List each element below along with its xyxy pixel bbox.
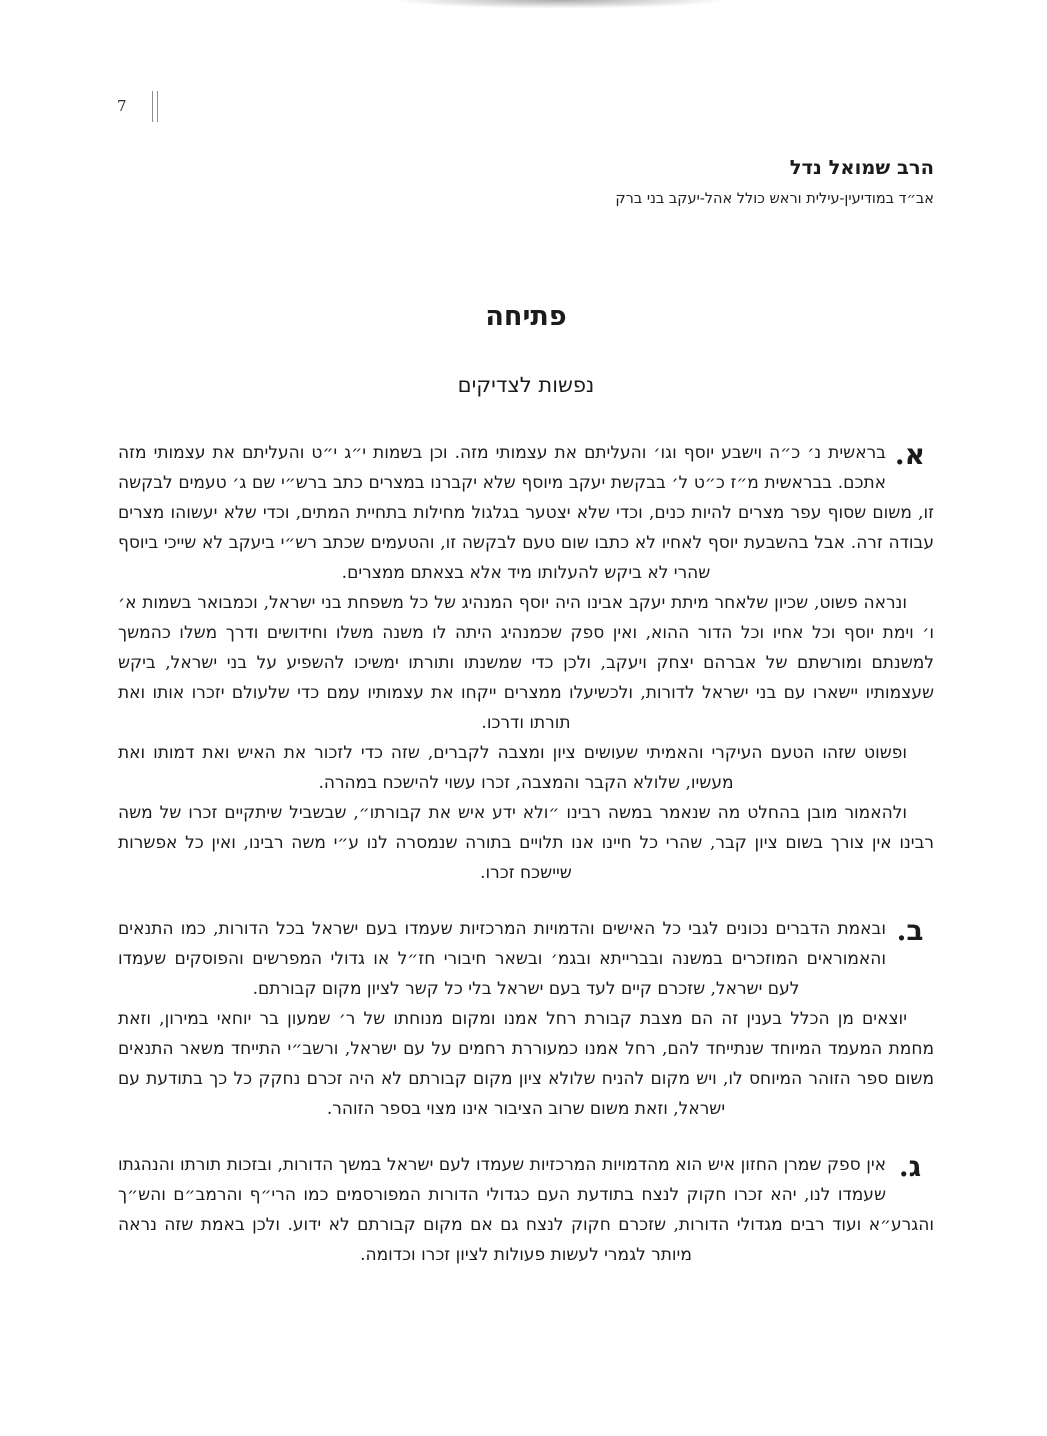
paragraph: ולהאמור מובן בהחלט מה שנאמר במשה רבינו ״ולא ידע איש את קבורתו״, שבשביל שיתקיים זכרו של משה רבינו אין צורך בשום ציון קבר, שהרי כל חיינו אנו תלויים בתורה שנמסרה לנו ע״י משה רבינו, ואין כל אפשרות שיישכח זכרו. — [118, 803, 934, 883]
paragraph — [118, 438, 934, 588]
margin-parallel-bars-mark — [152, 91, 158, 122]
author-title: אב״ד במודיעין-עילית וראש כולל אהל-יעקב בני ברק — [615, 191, 934, 207]
section-bet — [118, 914, 934, 1124]
section-marker-alef: א. — [894, 438, 926, 471]
paragraph-text: ובאמת הדברים נכונים לגבי כל האישים והדמויות המרכזיות שעמדו בעם ישראל בכל הדורות, כמו התנאים והאמוראים המוזכרים במשנה ובברייתא ובגמ׳ ובשאר חיבורי חז״ל או גדולי המפרשים והפוסקים שעמדו לעם ישראל, שזכרם קיים לעד בעם ישראל בלי כל קשר לציון מקום קבורתם. — [118, 919, 886, 999]
paragraph — [118, 1150, 934, 1270]
paragraph: ונראה פשוט, שכיון שלאחר מיתת יעקב אבינו היה יוסף המנהיג של כל משפחת בני ישראל, וכמבואר בשמות א׳ ו׳ וימת יוסף וכל אחיו וכל הדור ההוא, ואין ספק שכמנהיג היתה לו משנה משלו וחידושים ודרך משלו כהמשך למשנתם ומורשתם של אברהם יצחק ויעקב, ולכן כדי שמשנתו ותורתו ימשיכו להשפיע על בני ישראל, ביקש שעצמותיו יישארו עם בני ישראל לדורות, ולכשיעלו ממצרים ייקחו את עצמותיו עמם כדי שלעולם יזכרו אותו ואת תורתו ודרכו. — [118, 593, 934, 733]
page-title: פתיחה — [485, 301, 567, 332]
page-number: 7 — [117, 97, 127, 115]
author-name: הרב שמואל נדל — [789, 156, 934, 179]
author-block — [118, 156, 934, 209]
paragraph: ופשוט שזהו הטעם העיקרי והאמיתי שעושים ציון ומצבה לקברים, שזה כדי לזכור את האיש ואת דמותו ואת מעשיו, שלולא הקבר והמצבה, זכרו עשוי להישכח במהרה. — [118, 743, 907, 793]
paragraph — [118, 914, 934, 1004]
section-marker-gimel: ג. — [898, 1150, 922, 1183]
paragraph-text: בראשית נ׳ כ״ה וישבע יוסף וגו׳ והעליתם את עצמותי מזה. וכן בשמות י״ג י״ט והעליתם את עצמותי מזה אתכם. בבראשית מ״ז כ״ט ל׳ בבקשת יעקב מיוסף שלא יקברנו במצרים כתב ברש״י שם ג׳ טעמים לבקשה זו, משום שסוף עפר מצרים להיות כנים, וכדי שלא יצטער בגלגול מחילות בתחיית המתים, וכדי שלא יעשוהו מצרים עבודה זרה. אבל בהשבעת יוסף לאחיו לא כתבו שום טעם לבקשה זו, והטעמים שכתב רש״י ביעקב לא שייכי ביוסף שהרי לא ביקש להעלותו מיד אלא בצאתם ממצרים. — [118, 443, 934, 583]
section-marker-bet: ב. — [896, 914, 924, 947]
paragraph: יוצאים מן הכלל בענין זה הם מצבת קבורת רחל אמנו ומקום מנוחתו של ר׳ שמעון בר יוחאי במירון, וזאת מחמת המעמד המיוחד שנתייחד להם, רחל אמנו כמעוררת רחמים על עם ישראל, ורשב״י התייחד משאר התנאים משום ספר הזוהר המיוחס לו, ויש מקום להניח שלולא ציון מקום קבורתם לא היה זכרם נחקק כל כך בתודעת עם ישראל, וזאת משום שרוב הציבור אינו מצוי בספר הזוהר. — [118, 1009, 934, 1119]
body-text — [118, 438, 934, 1270]
paragraph-text: אין ספק שמרן החזון איש הוא מהדמויות המרכזיות שעמדו לעם ישראל במשך הדורות, ובזכות תורתו והנהגתו שעמדו לנו, יהא זכרו חקוק לנצח בתודעת העם כגדולי הדורות המפורסמים כמו הרי״ף והרמב״ם והש״ך והגרע״א ועוד רבים מגדולי הדורות, שזכרם חקוק לנצח גם אם מקום קבורתם לא ידוע. ולכן באמת שזה נראה מיותר לגמרי לעשות פעולות לציון זכרו וכדומה. — [118, 1155, 934, 1265]
section-gimel — [118, 1150, 934, 1270]
scan-edge-shadow — [355, 0, 765, 11]
section-alef — [118, 438, 934, 888]
page-subtitle: נפשות לצדיקים — [457, 373, 595, 397]
